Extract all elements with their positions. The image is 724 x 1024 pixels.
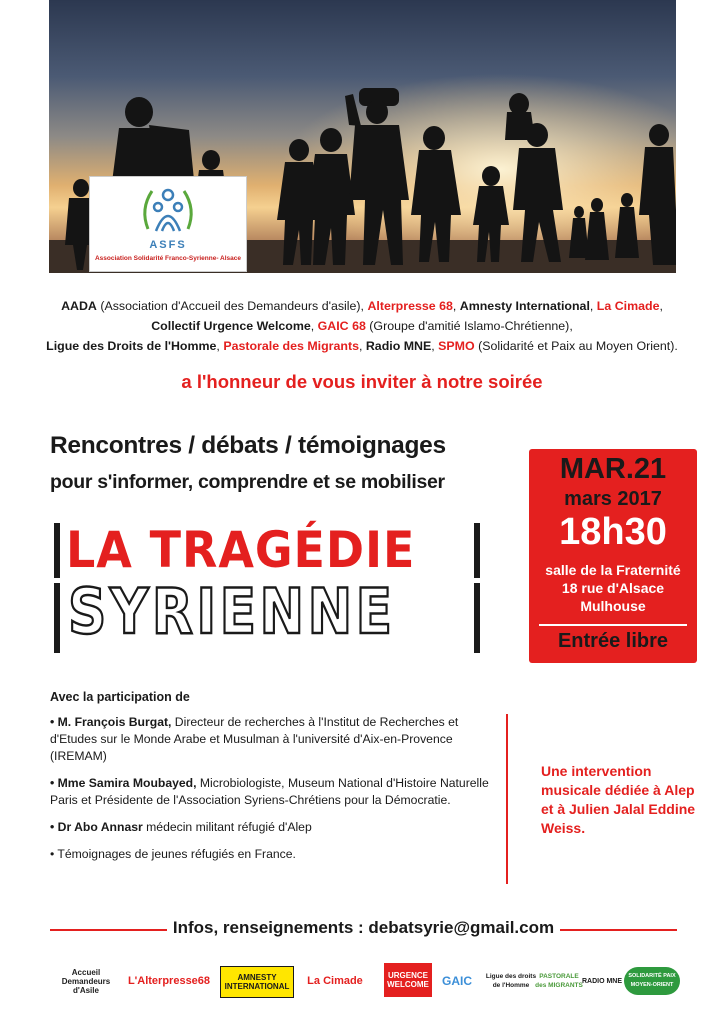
logo-subtitle: Association Solidarité Franco-Syrienne- Alsace: [94, 255, 242, 262]
organizations-line-2: [30, 316, 694, 336]
speakers-list: [50, 714, 500, 873]
org-text-segment: ,: [310, 319, 318, 333]
participation-label: Avec la participation de: [50, 690, 190, 704]
organizations-list: [30, 296, 694, 356]
venue-line-1: salle de la Fraternité: [545, 562, 681, 578]
org-text-segment: Collectif Urgence Welcome: [151, 319, 311, 333]
music-note: Une intervention musicale dédiée à Alep et à Julien Jalal Eddine Weiss.: [541, 763, 696, 836]
event-divider: [539, 624, 687, 626]
event-details-box: [529, 449, 697, 663]
org-text-segment: Alterpresse 68: [367, 299, 453, 313]
speaker-item: • Dr Abo Annasr médecin militant réfugié d'Alep: [50, 820, 312, 834]
contact-text: Infos, renseignements : debatsyrie@gmail.com: [50, 918, 677, 938]
title-line-1: LA TRAGÉDIE: [66, 521, 416, 579]
org-text-segment: (Association d'Accueil des Demandeurs d'asile),: [96, 299, 368, 313]
partner-logos: [50, 955, 690, 1005]
section-divider: [506, 714, 508, 884]
org-text-segment: (Groupe d'amitié Islamo-Chrétienne),: [365, 319, 573, 333]
title-bar-right-bottom: [474, 583, 480, 653]
organizations-line-1: [30, 296, 694, 316]
org-text-segment: ,: [431, 339, 439, 353]
org-text-segment: Ligue des Droits de l'Homme: [46, 339, 217, 353]
event-venue: [529, 561, 697, 615]
event-time: 18h30: [559, 511, 667, 553]
event-entry: Entrée libre: [557, 630, 669, 652]
asfs-family-icon: [138, 179, 198, 239]
organizations-line-3: [30, 336, 694, 356]
org-text-segment: Pastorale des Migrants: [223, 339, 359, 353]
org-text-segment: ,: [589, 299, 597, 313]
title-bar-right-top: [474, 523, 480, 578]
org-text-segment: Amnesty International: [459, 299, 590, 313]
event-date: mars 2017: [564, 488, 662, 510]
logo-aada: Accueil Demandeurs d'Asile: [61, 967, 111, 995]
headline: Rencontres / débats / témoignages: [50, 432, 446, 459]
org-text-segment: AADA: [61, 299, 97, 313]
event-day: MAR.21: [559, 453, 667, 485]
speaker-item: • Mme Samira Moubayed, Microbiologiste, Museum National d'Histoire Naturelle Paris et Présidente de l'Association Syriens-Chrétiens pour la Démocratie.: [50, 776, 489, 807]
logo-amnesty: AMNESTY INTERNATIONAL: [220, 966, 294, 998]
logo-pastorale: PASTORALE des MIGRANTS: [535, 973, 583, 989]
contact-info: [50, 918, 677, 942]
asfs-logo: [89, 176, 247, 272]
invitation-text: a l'honneur de vous inviter à notre soirée: [181, 371, 543, 392]
org-text-segment: SPMO: [438, 339, 475, 353]
org-text-segment: GAIC 68: [317, 319, 366, 333]
logo-gaic: GAIC: [442, 973, 472, 988]
org-text-segment: (Solidarité et Paix au Moyen Orient).: [474, 339, 678, 353]
event-title: [54, 523, 480, 653]
logo-radio-mne: RADIO MNE: [581, 977, 623, 985]
speaker-item: • Témoignages de jeunes réfugiés en France.: [50, 847, 296, 861]
subheadline: pour s'informer, comprendre et se mobiliser: [50, 471, 445, 493]
logo-title: ASFS: [149, 239, 187, 251]
speaker-item: • M. François Burgat, Directeur de recherches à l'Institut de Recherches et d'Etudes sur le Monde Arabe et Musulman à l'université d'Aix-en-Provence (IREMAM): [50, 715, 459, 763]
title-line-2: SYRIENNE: [68, 575, 396, 648]
org-text-segment: ,: [452, 299, 460, 313]
org-text-segment: ,: [358, 339, 366, 353]
logo-cimade: La Cimade: [307, 974, 363, 987]
logo-ldh: Ligue des droits de l'Homme: [485, 973, 537, 989]
org-text-segment: ,: [659, 299, 663, 313]
venue-line-3: Mulhouse: [580, 598, 646, 614]
org-text-segment: La Cimade: [596, 299, 660, 313]
logo-alterpresse: L'Alterpresse68: [127, 974, 211, 987]
title-bar-left-top: [54, 523, 60, 578]
org-text-segment: Radio MNE: [365, 339, 432, 353]
venue-line-2: 18 rue d'Alsace: [561, 580, 665, 596]
title-bar-left-bottom: [54, 583, 60, 653]
logo-spmo: SOLIDARITÉ PAIX MOYEN-ORIENT: [624, 967, 680, 995]
org-text-segment: ,: [216, 339, 224, 353]
logo-urgence-welcome: URGENCE WELCOME: [384, 963, 432, 997]
